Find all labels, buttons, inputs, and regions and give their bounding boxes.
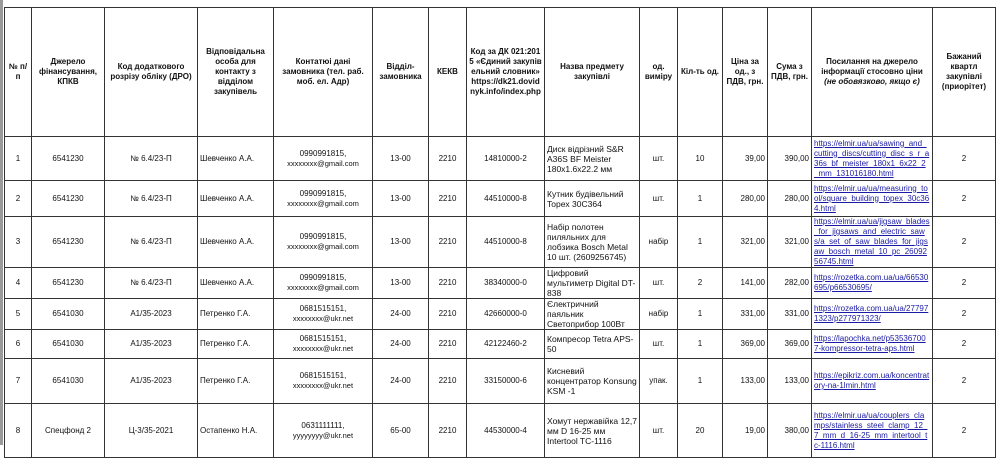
cell-link — [812, 359, 933, 404]
cell-source: 6541230 — [32, 268, 105, 299]
cell-link — [812, 330, 933, 359]
price-source-link[interactable]: https://elmir.ua/ua/sawing_and_cutting_discs/cutting_disc_s_r_a36s_bf_meister_180x1_6x22_2_mm_131016180.html — [814, 138, 930, 178]
cell-num: 8 — [5, 404, 32, 458]
header-person: Відповідальна особа для контакту з відділом закупівель — [198, 8, 274, 137]
table-row — [5, 359, 996, 404]
cell-sum: 280,00 — [768, 181, 812, 217]
price-source-link[interactable]: https://elmir.ua/ua/jigsaw_blades_for_jigsaws_and_electric_saws/a_set_of_saw_blades_for_jigsaw_bosch_metal_10_pc_2609256745.html — [814, 217, 930, 266]
header-num: № п/п — [5, 8, 32, 137]
cell-person: Петренко Г.А. — [198, 299, 274, 330]
procurement-table — [4, 7, 996, 458]
cell-email: xxxxxxxx@ukr.net — [292, 381, 354, 390]
header-contacts: Контатюі дані замовника (тел. раб. моб. ел. Адр) — [274, 8, 373, 137]
cell-email: xxxxxxxx@gmail.com — [287, 158, 359, 168]
cell-email: xxxxxxxx@gmail.com — [287, 242, 359, 251]
table-row — [5, 137, 996, 181]
cell-quarter: 2 — [933, 137, 996, 181]
cell-dro: A1/35-2023 — [105, 299, 198, 330]
cell-kekv: 2210 — [429, 181, 467, 217]
cell-item: Кисневий концентратор Konsung KSM -1 — [545, 359, 640, 404]
cell-dept: 13-00 — [373, 181, 429, 217]
header-dro: Код додаткового розрізу обліку (ДРО) — [105, 8, 198, 137]
table-row — [5, 217, 996, 268]
cell-dro: A1/35-2023 — [105, 359, 198, 404]
table-row — [5, 268, 996, 299]
price-source-link[interactable]: https://rozetka.com.ua/ua/66530695/p66530695/ — [814, 273, 929, 292]
cell-person: Шевченко А.А. — [198, 217, 274, 268]
cell-source: 6541230 — [32, 217, 105, 268]
header-row — [5, 8, 996, 137]
cell-item: Цифровий мультиметр Digital DT-838 — [545, 268, 640, 299]
cell-email: xxxxxxxx@ukr.net — [292, 314, 354, 323]
header-kekv: КЕКВ — [429, 8, 467, 137]
cell-qty: 1 — [678, 217, 723, 268]
cell-person: Остапенко Н.А. — [198, 404, 274, 458]
cell-contacts — [274, 359, 373, 404]
cell-kekv: 2210 — [429, 330, 467, 359]
cell-dro: № 6.4/23-П — [105, 181, 198, 217]
cell-num: 6 — [5, 330, 32, 359]
cell-link — [812, 299, 933, 330]
cell-link — [812, 181, 933, 217]
cell-price: 280,00 — [723, 181, 768, 217]
cell-item: Диск відрізний S&R A36S BF Meister 180x1.6x22.2 мм — [545, 137, 640, 181]
cell-dept: 13-00 — [373, 217, 429, 268]
cell-dk: 44510000-8 — [467, 217, 545, 268]
cell-link — [812, 217, 933, 268]
header-link-note: (не обовязково, якщо є) — [824, 77, 920, 86]
price-source-link[interactable]: https://epikriz.com.ua/koncentratory-na-1lmin.html — [814, 371, 930, 390]
cell-person: Шевченко А.А. — [198, 181, 274, 217]
cell-contacts — [274, 268, 373, 299]
cell-phone: 0681515151, — [299, 334, 347, 343]
cell-dro: № 6.4/23-П — [105, 217, 198, 268]
cell-dk: 14810000-2 — [467, 137, 545, 181]
cell-dk: 33150000-6 — [467, 359, 545, 404]
cell-num: 1 — [5, 137, 32, 181]
cell-source: 6541230 — [32, 181, 105, 217]
cell-quarter: 2 — [933, 404, 996, 458]
cell-num: 3 — [5, 217, 32, 268]
cell-price: 19,00 — [723, 404, 768, 458]
cell-phone: 0681515151, — [299, 371, 347, 380]
cell-quarter: 2 — [933, 268, 996, 299]
cell-dk: 38340000-0 — [467, 268, 545, 299]
cell-kekv: 2210 — [429, 137, 467, 181]
cell-dk: 44530000-4 — [467, 404, 545, 458]
cell-price: 141,00 — [723, 268, 768, 299]
cell-contacts — [274, 181, 373, 217]
header-dk: Код за ДК 021:2015 «Єдиний закупівельний словник» https://dk21.dovidnyk.info/index.php — [467, 8, 545, 137]
cell-link — [812, 404, 933, 458]
cell-phone: 0990991815, — [299, 188, 347, 198]
cell-source: 6541030 — [32, 299, 105, 330]
cell-sum: 321,00 — [768, 217, 812, 268]
cell-email: xxxxxxxx@gmail.com — [287, 198, 359, 208]
cell-price: 39,00 — [723, 137, 768, 181]
cell-quarter: 2 — [933, 359, 996, 404]
cell-contacts — [274, 137, 373, 181]
cell-qty: 1 — [678, 330, 723, 359]
header-link — [812, 8, 933, 137]
price-source-link[interactable]: https://elmir.ua/ua/couplers_clamps/stainless_steel_clamp_12_7_mm_d_16-25_mm_intertool_tc-1116.html — [814, 410, 928, 450]
cell-num: 4 — [5, 268, 32, 299]
cell-price: 321,00 — [723, 217, 768, 268]
cell-sum: 282,00 — [768, 268, 812, 299]
table-row — [5, 404, 996, 458]
cell-source: 6541030 — [32, 359, 105, 404]
cell-qty: 20 — [678, 404, 723, 458]
header-sum: Сума з ПДВ, грн. — [768, 8, 812, 137]
cell-quarter: 2 — [933, 181, 996, 217]
price-source-link[interactable]: https://rozetka.com.ua/ua/277971323/p277971323/ — [814, 304, 929, 323]
cell-source: 6541230 — [32, 137, 105, 181]
header-link-label: Посилання на джерело інформації стосовно ціни — [821, 57, 923, 76]
table-row — [5, 299, 996, 330]
cell-dk: 42660000-0 — [467, 299, 545, 330]
cell-phone: 0990991815, — [299, 273, 347, 282]
header-dept: Відділ-замовника — [373, 8, 429, 137]
cell-sum: 380,00 — [768, 404, 812, 458]
cell-unit: шт. — [640, 330, 678, 359]
cell-unit: шт. — [640, 404, 678, 458]
cell-price: 369,00 — [723, 330, 768, 359]
cell-phone: 0681515151, — [299, 304, 347, 313]
cell-person: Петренко Г.А. — [198, 359, 274, 404]
cell-qty: 1 — [678, 359, 723, 404]
cell-link — [812, 137, 933, 181]
cell-kekv: 2210 — [429, 217, 467, 268]
cell-quarter: 2 — [933, 299, 996, 330]
cell-unit: шт. — [640, 181, 678, 217]
cell-kekv: 2210 — [429, 359, 467, 404]
table-row — [5, 330, 996, 359]
header-price: Ціна за од., з ПДВ, грн. — [723, 8, 768, 137]
cell-num: 2 — [5, 181, 32, 217]
cell-phone: 0990991815, — [299, 232, 347, 241]
cell-quarter: 2 — [933, 330, 996, 359]
cell-qty: 1 — [678, 181, 723, 217]
cell-dro: A1/35-2023 — [105, 330, 198, 359]
cell-contacts — [274, 217, 373, 268]
cell-email: xxxxxxxx@ukr.net — [292, 344, 354, 353]
cell-person: Петренко Г.А. — [198, 330, 274, 359]
cell-sum: 390,00 — [768, 137, 812, 181]
cell-unit: упак. — [640, 359, 678, 404]
cell-sum: 133,00 — [768, 359, 812, 404]
cell-dept: 24-00 — [373, 330, 429, 359]
cell-dro: Ц-3/35-2021 — [105, 404, 198, 458]
table-row — [5, 181, 996, 217]
window-frame — [0, 0, 3, 445]
cell-item: Набір полотен пиляльних для лобзика Bosch Metal 10 шт. (2609256745) — [545, 217, 640, 268]
cell-kekv: 2210 — [429, 404, 467, 458]
cell-item: Хомут нержавійка 12,7 мм D 16-25 мм Intertool TC-1116 — [545, 404, 640, 458]
cell-price: 133,00 — [723, 359, 768, 404]
cell-email: yyyyyyyy@ukr.net — [292, 430, 354, 440]
cell-person: Шевченко А.А. — [198, 268, 274, 299]
cell-contacts — [274, 299, 373, 330]
cell-source: Спецфонд 2 — [32, 404, 105, 458]
cell-item: Компресор Tetra APS-50 — [545, 330, 640, 359]
cell-contacts — [274, 330, 373, 359]
cell-unit: набір — [640, 299, 678, 330]
cell-price: 331,00 — [723, 299, 768, 330]
cell-dept: 13-00 — [373, 137, 429, 181]
cell-num: 7 — [5, 359, 32, 404]
cell-source: 6541030 — [32, 330, 105, 359]
cell-sum: 331,00 — [768, 299, 812, 330]
cell-dept: 24-00 — [373, 359, 429, 404]
cell-unit: шт. — [640, 137, 678, 181]
cell-unit: шт. — [640, 268, 678, 299]
cell-qty: 10 — [678, 137, 723, 181]
cell-link — [812, 268, 933, 299]
cell-dk: 44510000-8 — [467, 181, 545, 217]
price-source-link[interactable]: https://lapochka.net/p535367007-kompressor-tetra-aps.html — [814, 334, 926, 353]
cell-dept: 13-00 — [373, 268, 429, 299]
cell-dk: 42122460-2 — [467, 330, 545, 359]
cell-dept: 65-00 — [373, 404, 429, 458]
cell-item: Кутник будівельний Topex 30C364 — [545, 181, 640, 217]
cell-dept: 24-00 — [373, 299, 429, 330]
price-source-link[interactable]: https://elmir.ua/ua/measuring_tool/square_building_topex_30c364.html — [814, 183, 930, 213]
cell-kekv: 2210 — [429, 299, 467, 330]
header-item: Назва предмету закупівлі — [545, 8, 640, 137]
cell-item: Єлектричний паяльник Светоприбор 100Вт — [545, 299, 640, 330]
cell-contacts — [274, 404, 373, 458]
header-unit: од. виміру — [640, 8, 678, 137]
cell-dro: № 6.4/23-П — [105, 268, 198, 299]
cell-unit: набір — [640, 217, 678, 268]
cell-phone: 0631111111, — [301, 420, 345, 430]
cell-qty: 1 — [678, 299, 723, 330]
cell-email: xxxxxxxx@gmail.com — [287, 283, 359, 292]
header-source: Джерело фінансування, КПКВ — [32, 8, 105, 137]
header-qty: Кіл-ть од. — [678, 8, 723, 137]
cell-sum: 369,00 — [768, 330, 812, 359]
cell-quarter: 2 — [933, 217, 996, 268]
cell-dro: № 6.4/23-П — [105, 137, 198, 181]
cell-phone: 0990991815, — [299, 148, 347, 158]
cell-qty: 2 — [678, 268, 723, 299]
header-quarter: Бажаний квартл закупівлі (приорітет) — [933, 8, 996, 137]
cell-person: Шевченко А.А. — [198, 137, 274, 181]
cell-num: 5 — [5, 299, 32, 330]
cell-kekv: 2210 — [429, 268, 467, 299]
